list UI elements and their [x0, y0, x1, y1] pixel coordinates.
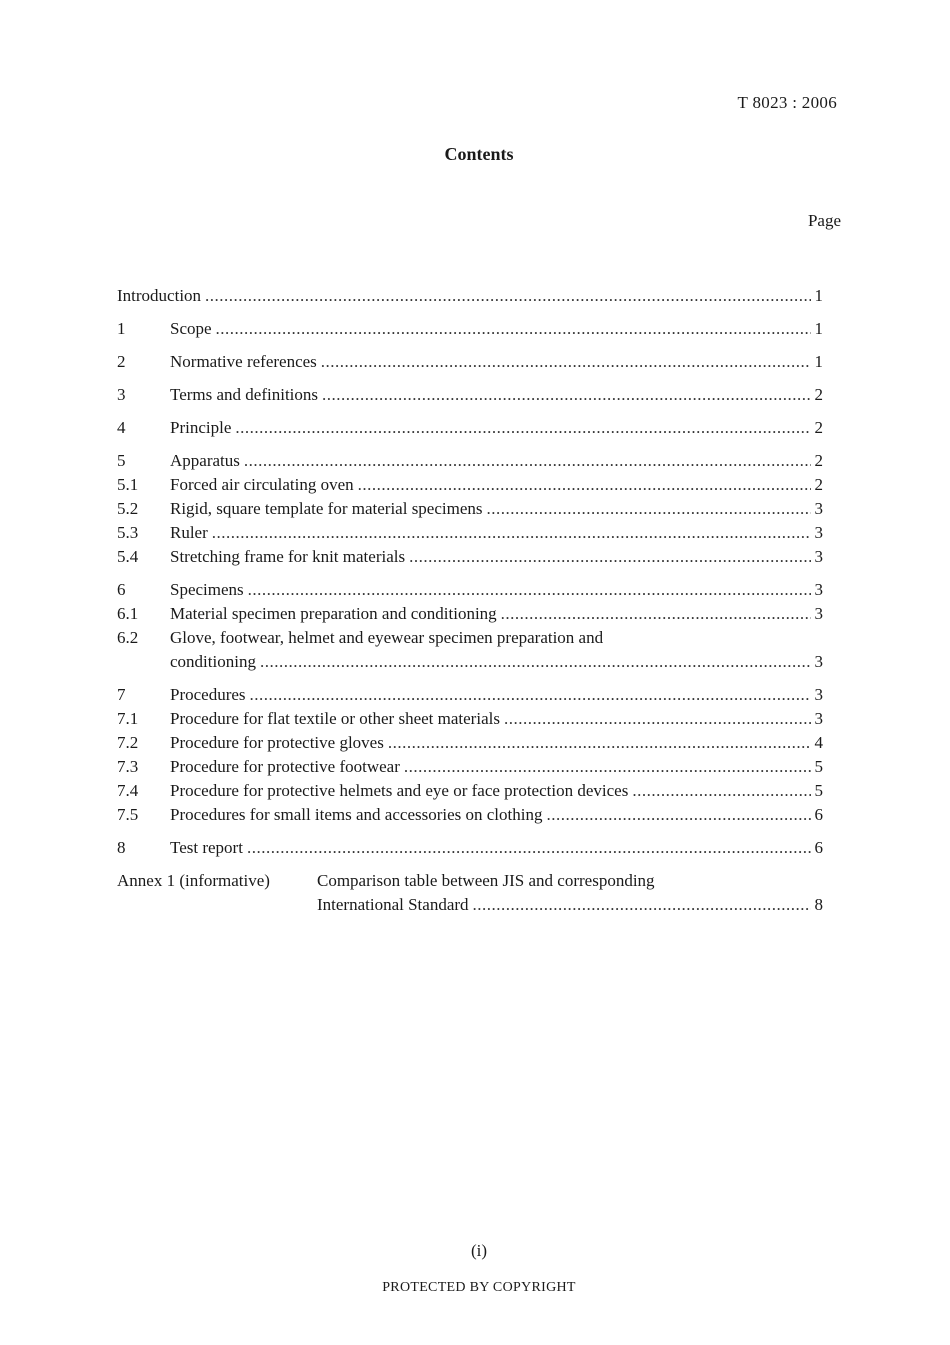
toc-leader-dots	[473, 893, 811, 917]
toc-entry-number: 6.1	[117, 604, 139, 623]
toc-entry-title-continued: International Standard	[317, 895, 469, 914]
toc-entry-title: Terms and definitions	[170, 385, 319, 404]
toc-entry-title: Test report	[170, 838, 243, 857]
toc-entry-7-3[interactable]	[117, 755, 823, 779]
toc-entry-page: 2	[814, 451, 823, 470]
toc-leader-dots	[632, 779, 811, 803]
toc-entry-8[interactable]	[117, 836, 823, 860]
toc-entry-6-2-continuation[interactable]	[117, 650, 823, 674]
toc-entry-7-4[interactable]	[117, 779, 823, 803]
toc-entry-annex-1[interactable]	[117, 869, 823, 893]
toc-entry-number: 3	[117, 385, 126, 404]
toc-entry-page: 3	[814, 523, 823, 542]
toc-entry-title: Ruler	[170, 523, 208, 542]
toc-leader-dots	[216, 317, 811, 341]
toc-entry-title: Scope	[170, 319, 212, 338]
toc-entry-number: 5.1	[117, 475, 139, 494]
toc-entry-page: 2	[814, 418, 823, 437]
toc-group-6	[117, 578, 823, 674]
toc-entry-page: 6	[814, 805, 823, 824]
toc-group-5	[117, 449, 823, 569]
toc-group-8	[117, 836, 823, 860]
page-column-header: Page	[807, 211, 841, 230]
toc-entry-2[interactable]	[117, 350, 823, 374]
toc-entry-title: Principle	[170, 418, 232, 437]
toc-leader-dots	[248, 578, 811, 602]
toc-entry-title: Procedures	[170, 685, 246, 704]
toc-entry-6-2[interactable]	[117, 626, 823, 650]
toc-entry-title: Material specimen preparation and conditioning	[170, 604, 497, 623]
toc-leader-dots	[388, 731, 811, 755]
toc-entry-number: 7.5	[117, 805, 139, 824]
toc-entry-page: 3	[814, 652, 823, 671]
toc-leader-dots	[501, 602, 811, 626]
page-title: Contents	[444, 144, 514, 164]
toc-entry-7-5[interactable]	[117, 803, 823, 827]
toc-entry-number: 5	[117, 451, 126, 470]
toc-entry-1[interactable]	[117, 317, 823, 341]
toc-group-1	[117, 317, 823, 341]
toc-entry-6-1[interactable]	[117, 602, 823, 626]
toc-leader-dots	[322, 383, 811, 407]
toc-entry-page: 1	[814, 286, 823, 305]
toc-entry-7-1[interactable]	[117, 707, 823, 731]
toc-entry-title: Comparison table between JIS and corresponding	[317, 871, 655, 890]
toc-entry-title: Glove, footwear, helmet and eyewear specimen preparation and	[170, 628, 604, 647]
toc-entry-page: 3	[814, 604, 823, 623]
toc-leader-dots	[546, 803, 811, 827]
toc-entry-number: 5.2	[117, 499, 139, 518]
toc-entry-page: 3	[814, 499, 823, 518]
toc-entry-5-2[interactable]	[117, 497, 823, 521]
toc-entry-page: 3	[814, 709, 823, 728]
toc-leader-dots	[358, 473, 811, 497]
footer-page-number: (i)	[470, 1241, 488, 1260]
toc-entry-number: 6.2	[117, 628, 139, 647]
toc-entry-5-1[interactable]	[117, 473, 823, 497]
toc-entry-page: 3	[814, 685, 823, 704]
document-id: T 8023 : 2006	[737, 93, 837, 112]
toc-entry-number: 4	[117, 418, 126, 437]
toc-leader-dots	[321, 350, 811, 374]
toc-entry-title: Apparatus	[170, 451, 240, 470]
toc-leader-dots	[205, 284, 811, 308]
toc-entry-number: 7.2	[117, 733, 139, 752]
toc-entry-7[interactable]	[117, 683, 823, 707]
toc-entry-number: 6	[117, 580, 126, 599]
toc-leader-dots	[504, 707, 811, 731]
toc-entry-5-3[interactable]	[117, 521, 823, 545]
toc-entry-title: Stretching frame for knit materials	[170, 547, 406, 566]
toc-entry-number: 1	[117, 319, 126, 338]
toc-entry-title: Procedure for protective footwear	[170, 757, 400, 776]
toc-entry-page: 2	[814, 385, 823, 404]
toc-leader-dots	[409, 545, 811, 569]
toc-leader-dots	[404, 755, 811, 779]
toc-annex-label: Annex 1 (informative)	[117, 871, 270, 890]
toc-entry-number: 5.3	[117, 523, 139, 542]
toc-group-7	[117, 683, 823, 827]
toc-leader-dots	[487, 497, 811, 521]
toc-entry-5[interactable]	[117, 449, 823, 473]
toc-entry-title: Normative references	[170, 352, 317, 371]
toc-entry-7-2[interactable]	[117, 731, 823, 755]
toc-leader-dots	[260, 650, 811, 674]
toc-entry-4[interactable]	[117, 416, 823, 440]
toc-entry-title: Rigid, square template for material specimens	[170, 499, 483, 518]
toc-entry-page: 3	[814, 547, 823, 566]
toc-entry-introduction[interactable]	[117, 284, 823, 308]
toc-entry-title: Specimens	[170, 580, 244, 599]
toc-entry-page: 1	[814, 319, 823, 338]
toc-leader-dots	[212, 521, 811, 545]
toc-group-4	[117, 416, 823, 440]
toc-entry-6[interactable]	[117, 578, 823, 602]
toc-entry-title: Procedure for protective gloves	[170, 733, 384, 752]
toc-entry-title: Introduction	[117, 286, 202, 305]
toc-leader-dots	[247, 836, 811, 860]
toc-entry-page: 5	[814, 781, 823, 800]
toc-entry-5-4[interactable]	[117, 545, 823, 569]
toc-entry-page: 8	[814, 895, 823, 914]
toc-group-2	[117, 350, 823, 374]
toc-entry-title: Procedures for small items and accessories on clothing	[170, 805, 543, 824]
toc-entry-number: 7.1	[117, 709, 139, 728]
toc-entry-page: 6	[814, 838, 823, 857]
toc-entry-3[interactable]	[117, 383, 823, 407]
toc-entry-title: Procedure for flat textile or other sheet materials	[170, 709, 500, 728]
toc-entry-title: Forced air circulating oven	[170, 475, 354, 494]
table-of-contents	[117, 284, 823, 926]
toc-entry-page: 1	[814, 352, 823, 371]
toc-leader-dots	[235, 416, 811, 440]
copyright-notice: PROTECTED BY COPYRIGHT	[382, 1280, 576, 1295]
toc-entry-annex-1-continuation[interactable]	[117, 893, 823, 917]
toc-entry-page: 4	[814, 733, 823, 752]
toc-entry-title: Procedure for protective helmets and eye or face protection devices	[170, 781, 629, 800]
toc-entry-number: 5.4	[117, 547, 139, 566]
toc-group-3	[117, 383, 823, 407]
toc-entry-page: 5	[814, 757, 823, 776]
toc-entry-page: 2	[814, 475, 823, 494]
toc-entry-number: 7.3	[117, 757, 139, 776]
toc-entry-number: 7.4	[117, 781, 139, 800]
toc-entry-page: 3	[814, 580, 823, 599]
toc-entry-title-continued: conditioning	[170, 652, 256, 671]
toc-leader-dots	[244, 449, 811, 473]
toc-entry-number: 8	[117, 838, 126, 857]
toc-group-introduction	[117, 284, 823, 308]
toc-entry-number: 2	[117, 352, 126, 371]
toc-group-annex-1	[117, 869, 823, 917]
toc-entry-number: 7	[117, 685, 126, 704]
toc-leader-dots	[250, 683, 811, 707]
